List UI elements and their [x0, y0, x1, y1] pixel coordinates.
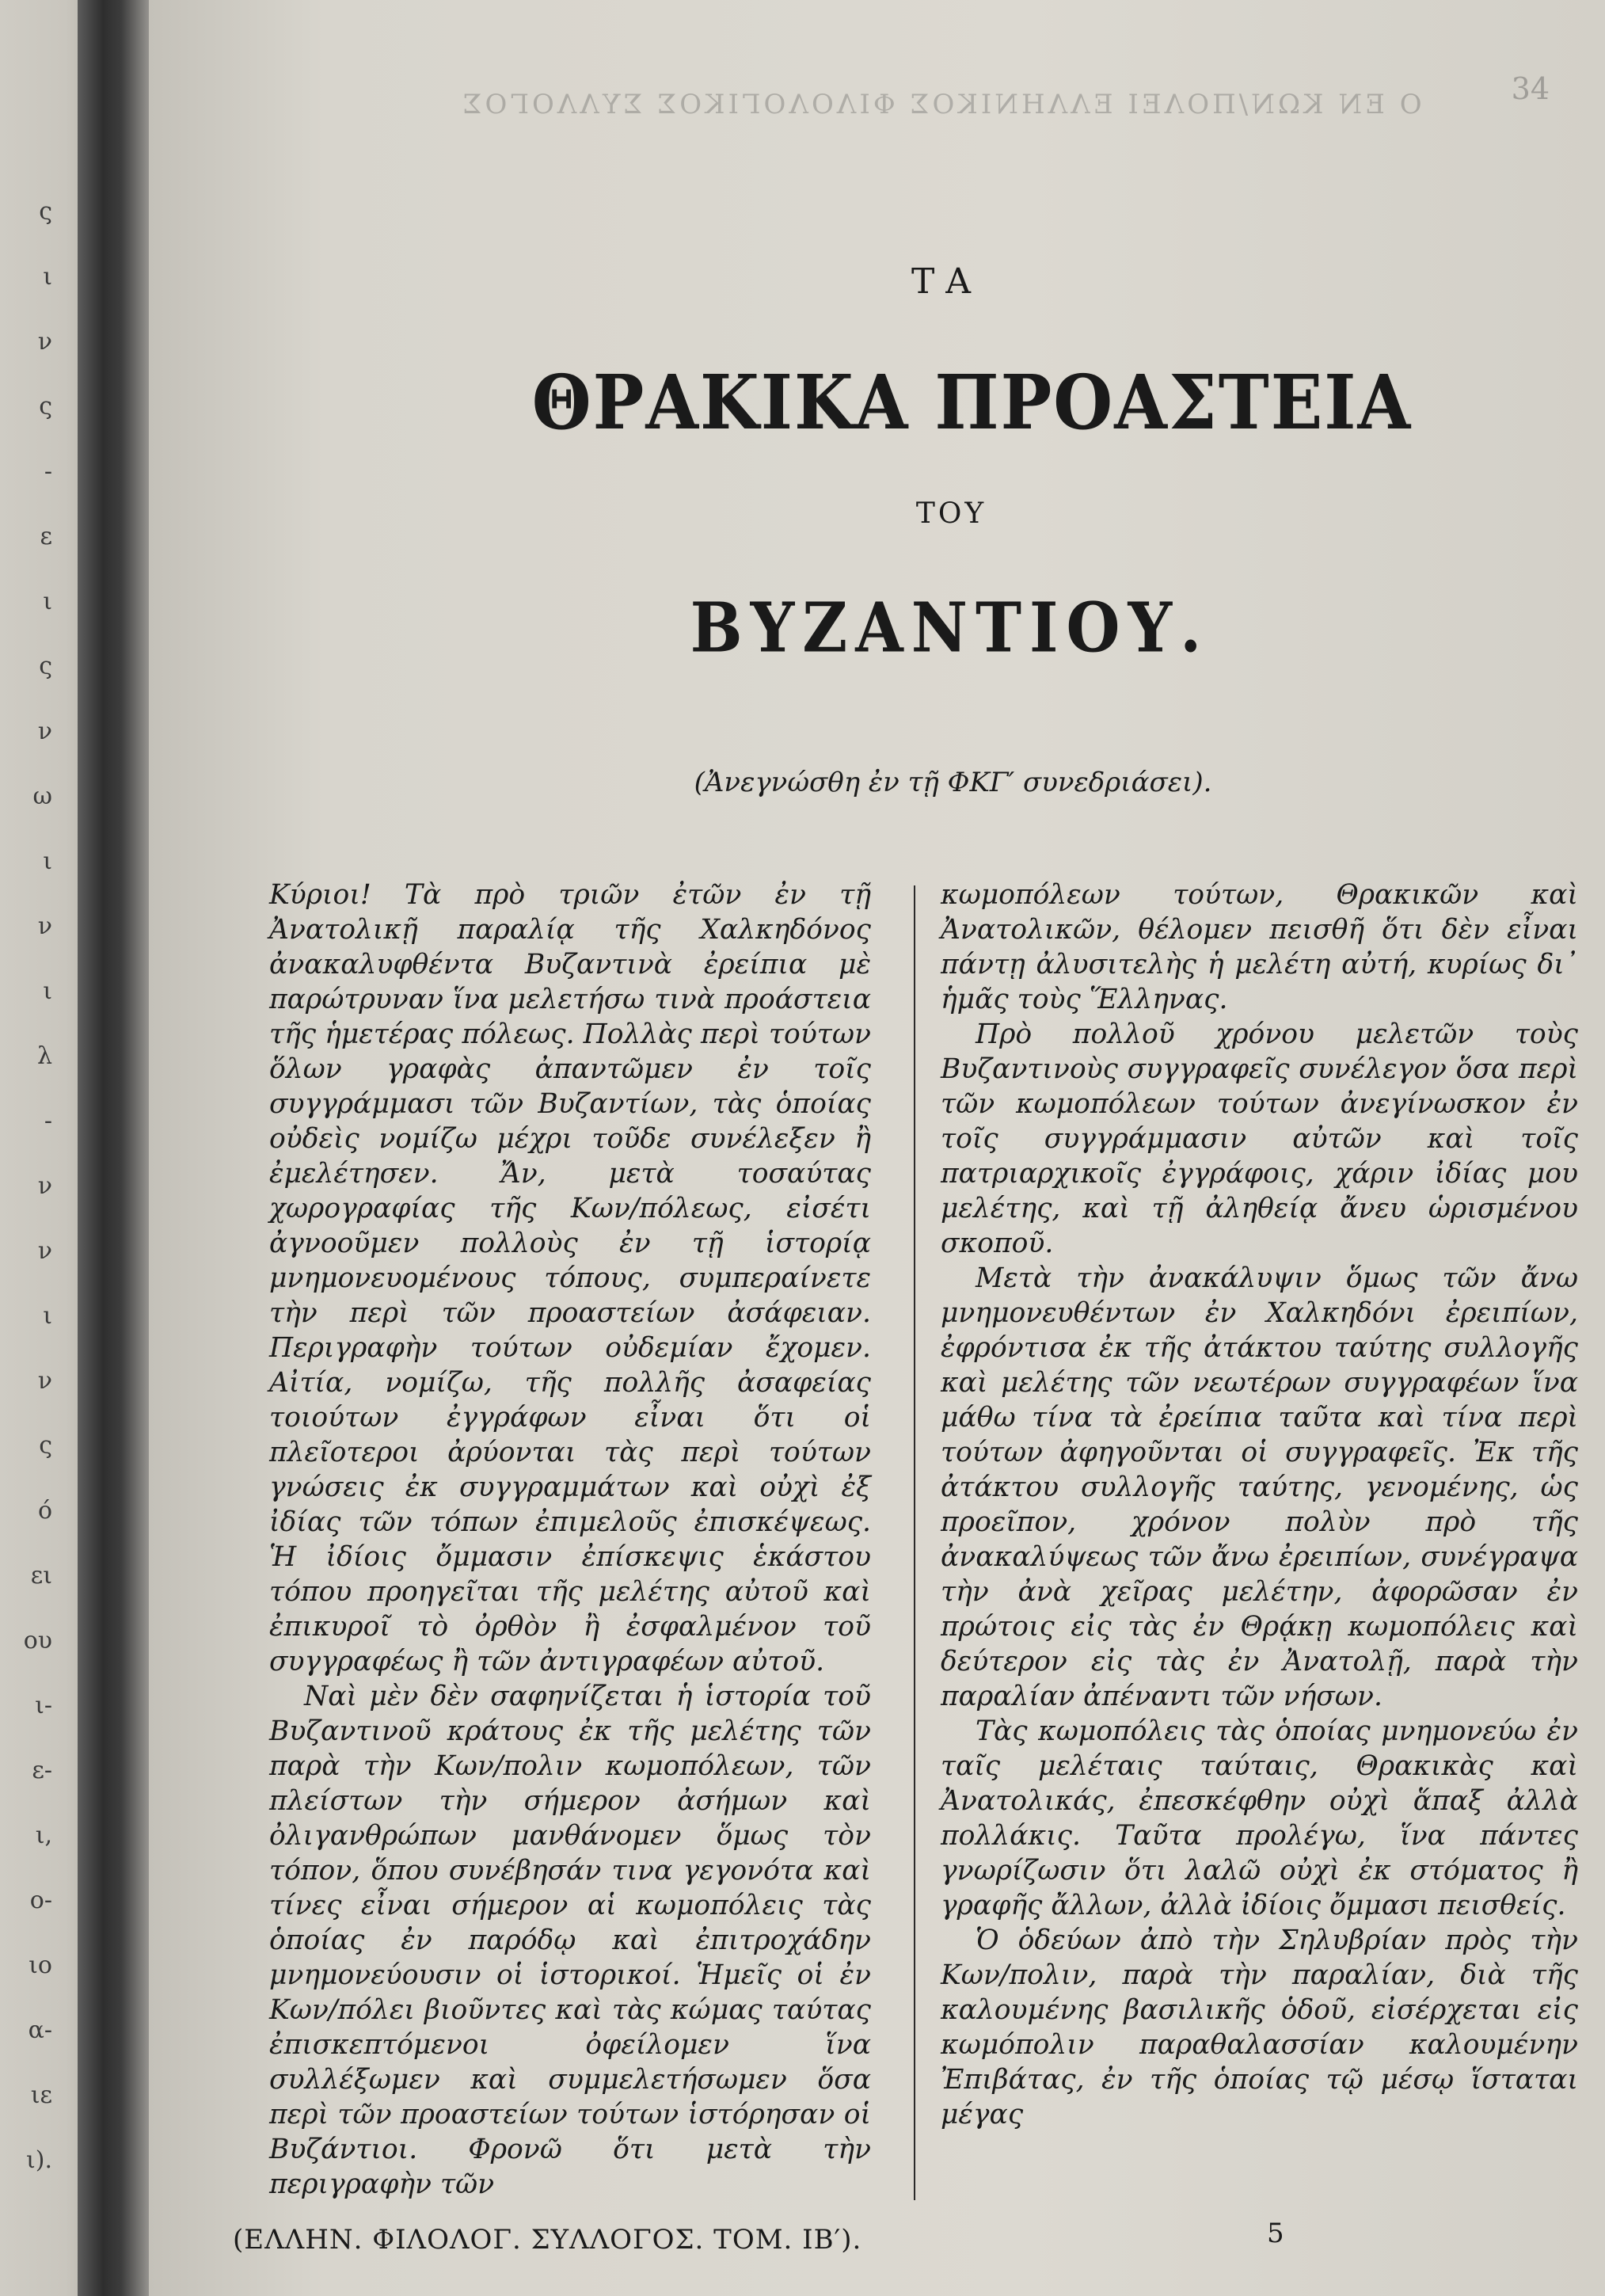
facing-page-fragment: ιε: [30, 2081, 52, 2109]
signature-caption: (ΕΛΛΗΝ. ΦΙΛΟΛΟΓ. ΣΥΛΛΟΓΟΣ. ΤΟΜ. ΙΒ′).: [233, 2224, 862, 2256]
facing-page-fragment: -: [44, 1107, 52, 1135]
facing-page-fragment: ι: [43, 588, 52, 615]
paragraph: Κύριοι! Τὰ πρὸ τριῶν ἐτῶν ἐν τῇ Ἀνατολικῇ παραλίᾳ τῆς Χαλκηδόνος ἀνακαλυφθέντα Βυζαντινὰ ἐρείπια μὲ παρώτρυναν ἵνα μελετήσω τινὰ προάστεια τῆς ἡμετέρας πόλεως. Πολλὰς περὶ τούτων ὅλων γραφὰς ἀπαντῶμεν ἐν τοῖς συγγράμμασι τῶν Βυζαντίων, τὰς ὁποίας οὐδεὶς νομίζω μέχρι τοῦδε συνέλεξεν ἢ ἐμελέτησεν. Ἄν, μετὰ τοσαύτας χωρογραφίας τῆς Κων/πόλεως, εἰσέτι ἀγνοοῦμεν πολλοὺς ἐν τῇ ἱστορίᾳ μνημονευομένους τόπους, συμπεραίνετε τὴν περὶ τῶν προαστείων ἀσάφειαν. Περιγραφὴν τούτων οὐδεμίαν ἔχομεν. Αἰτία, νομίζω, τῆς πολλῆς ἀσαφείας τοιούτων ἐγγράφων εἶναι ὅτι οἱ πλεῖοτεροι ἀρύονται τὰς περὶ τούτων γνώσεις ἐκ συγγραμμάτων καὶ οὐχὶ ἐξ ἰδίας τῶν τόπων ἐπιμελοῦς ἐπισκέψεως. Ἡ ἰδίοις ὄμμασιν ἐπίσκεψις ἑκάστου τόπου προηγεῖται τῆς μελέτης αὐτοῦ καὶ ἐπικυροῖ τὸ ὀρθὸν ἢ ἐσφαλμένον τοῦ συγγραφέως ἢ τῶν ἀντιγραφέων αὐτοῦ.: [269, 879, 871, 1677]
facing-page-fragment: ν: [37, 1367, 52, 1395]
facing-page-fragment: α-: [28, 2016, 52, 2044]
facing-page-fragment: ς: [39, 1432, 52, 1460]
facing-page-fragment: ς: [39, 198, 52, 226]
facing-page-fragment: ι: [43, 847, 52, 875]
facing-page-fragment: ς: [39, 393, 52, 421]
facing-page-fragment: ι: [43, 977, 52, 1005]
running-head-bleedthrough: Ο ΕΝ ΚΩΝ/ΠΟΛΕΙ ΕΛΛΗΝΙΚΟΣ ΦΙΛΟΛΟΓΙΚΟΣ ΣΥΛΛΟΓΟΣ: [459, 89, 1422, 120]
title-genitive: ΤΟΥ: [915, 497, 987, 530]
facing-page-fragment: ο-: [29, 1887, 52, 1914]
facing-page-fragment: ν: [37, 328, 52, 356]
facing-page-fragment: ν: [37, 1172, 52, 1200]
paragraph: κωμοπόλεων τούτων, Θρακικῶν καὶ Ἀνατολικῶν, θέλομεν πεισθῆ ὅτι δὲν εἶναι πάντῃ ἀλυσιτελὴς ἡ μελέτη αὐτή, κυρίως δι᾽ ἡμᾶς τοὺς Ἕλληνας.: [941, 879, 1578, 1015]
book-page: [149, 0, 1605, 2296]
text-column-left: [269, 878, 871, 2202]
column-divider: [914, 885, 915, 2200]
title-article: ΤΑ: [911, 261, 983, 302]
facing-page-fragment: ν: [37, 718, 52, 745]
facing-page-fragment: ε: [40, 523, 52, 550]
facing-page-fragment: ό: [37, 1497, 52, 1525]
facing-page-fragment: ι,: [35, 1822, 52, 1849]
corner-page-number-bleedthrough: 34: [1511, 71, 1550, 106]
facing-page-fragment: ι: [43, 263, 52, 291]
facing-page-fragment: ε-: [32, 1757, 52, 1784]
book-gutter: [78, 0, 150, 2296]
paragraph: Τὰς κωμοπόλεις τὰς ὁποίας μνημονεύω ἐν ταῖς μελέταις ταύταις, Θρακικὰς καὶ Ἀνατολικάς, ἐπεσκέφθην οὐχὶ ἅπαξ ἀλλὰ πολλάκις. Ταῦτα προλέγω, ἵνα πάντες γνωρίζωσιν ὅτι λαλῶ οὐχὶ ἐκ στόματος ἢ γραφῆς ἄλλων, ἀλλὰ ἰδίοις ὄμμασι πεισθείς.: [941, 1715, 1578, 1921]
text-column-right: [941, 878, 1578, 2132]
facing-page-fragment: ι-: [35, 1692, 52, 1719]
facing-page-fragment: -: [44, 458, 52, 485]
facing-page-fragment: ου: [23, 1627, 52, 1654]
session-note: (Ἀνεγνώσθη ἐν τῇ ΦΚΓ′ συνεδριάσει).: [694, 767, 1212, 798]
facing-page-fragment: ει: [30, 1562, 52, 1590]
facing-page-fragment: ι).: [25, 2146, 52, 2174]
paragraph: Ναὶ μὲν δὲν σαφηνίζεται ἡ ἱστορία τοῦ Βυζαντινοῦ κράτους ἐκ τῆς μελέτης τῶν παρὰ τὴν Κων/πολιν κωμοπόλεων, τῶν πλείστων τὴν σήμερον ἀσήμων καὶ ὀλιγανθρώπων μανθάνομεν ὅμως τὸν τόπον, ὅπου συνέβησάν τινα γεγονότα καὶ τίνες εἶναι σήμερον αἱ κωμοπόλεις τὰς ὁποίας ἐν παρόδῳ καὶ ἐπιτροχάδην μνημονεύουσιν οἱ ἱστορικοί. Ἡμεῖς οἱ ἐν Κων/πόλει βιοῦντες καὶ τὰς κώμας ταύτας ἐπισκεπτόμενοι ὀφείλομεν ἵνα συλλέξωμεν καὶ συμμελετήσωμεν ὅσα περὶ τῶν προαστείων τούτων ἱστόρησαν οἱ Βυζάντιοι. Φρονῶ ὅτι μετὰ τὴν περιγραφὴν τῶν: [269, 1681, 871, 2200]
page-number: 5: [1267, 2218, 1284, 2249]
paragraph: Ὁ ὁδεύων ἀπὸ τὴν Σηλυβρίαν πρὸς τὴν Κων/πολιν, παρὰ τὴν παραλίαν, διὰ τῆς καλουμένης βασιλικῆς ὁδοῦ, εἰσέρχεται εἰς κωμόπολιν παραθαλασσίαν καλουμένην Ἐπιβάτας, ἐν τῆς ὁποίας τῷ μέσῳ ἵσταται μέγας: [941, 1925, 1578, 2130]
paragraph: Πρὸ πολλοῦ χρόνου μελετῶν τοὺς Βυζαντινοὺς συγγραφεῖς συνέλεγον ὅσα περὶ τῶν κωμοπόλεων τούτων ἀνεγίνωσκον ἐν τοῖς συγγράμμασιν αὐτῶν καὶ τοῖς πατριαρχικοῖς ἐγγράφοις, χάριν ἰδίας μου μελέτης, καὶ τῇ ἀληθείᾳ ἄνευ ὡρισμένου σκοποῦ.: [941, 1019, 1578, 1259]
facing-page-fragment: ω: [32, 782, 52, 810]
facing-page-fragment: λ: [36, 1042, 52, 1070]
facing-page-fragment: ς: [39, 653, 52, 680]
page-title: ΘΡΑΚΙΚΑ ΠΡΟΑΣΤΕΙΑ: [531, 358, 1413, 447]
facing-page-fragment: ιο: [29, 1951, 52, 1979]
facing-page-fragment: ι: [43, 1302, 52, 1330]
facing-page-fragment: ν: [37, 1237, 52, 1265]
facing-page-fragment: ν: [37, 912, 52, 940]
paragraph: Μετὰ τὴν ἀνακάλυψιν ὅμως τῶν ἄνω μνημονευθέντων ἐν Χαλκηδόνι ἐρειπίων, ἐφρόντισα ἐκ τῆς ἀτάκτου ταύτης συλλογῆς καὶ μελέτης τῶν νεωτέρων συγγραφέων ἵνα μάθω τίνα τὰ ἐρείπια ταῦτα καὶ τίνα περὶ τούτων ἀφηγοῦνται οἱ συγγραφεῖς. Ἐκ τῆς ἀτάκτου συλλογῆς ταύτης, γενομένης, ὡς προεῖπον, χρόνον πολὺν πρὸ τῆς ἀνακαλύψεως τῶν ἄνω ἐρειπίων, συνέγραψα τὴν ἀνὰ χεῖρας μελέτην, ἀφορῶσαν ἐν πρώτοις εἰς τὰς ἐν Θρᾴκῃ κωμοπόλεις καὶ δεύτερον εἰς τὰς ἐν Ἀνατολῇ, παρὰ τὴν παραλίαν ἀπέναντι τῶν νήσων.: [941, 1262, 1578, 1712]
title-city: ΒΥΖΑΝΤΙΟΥ.: [690, 588, 1210, 668]
